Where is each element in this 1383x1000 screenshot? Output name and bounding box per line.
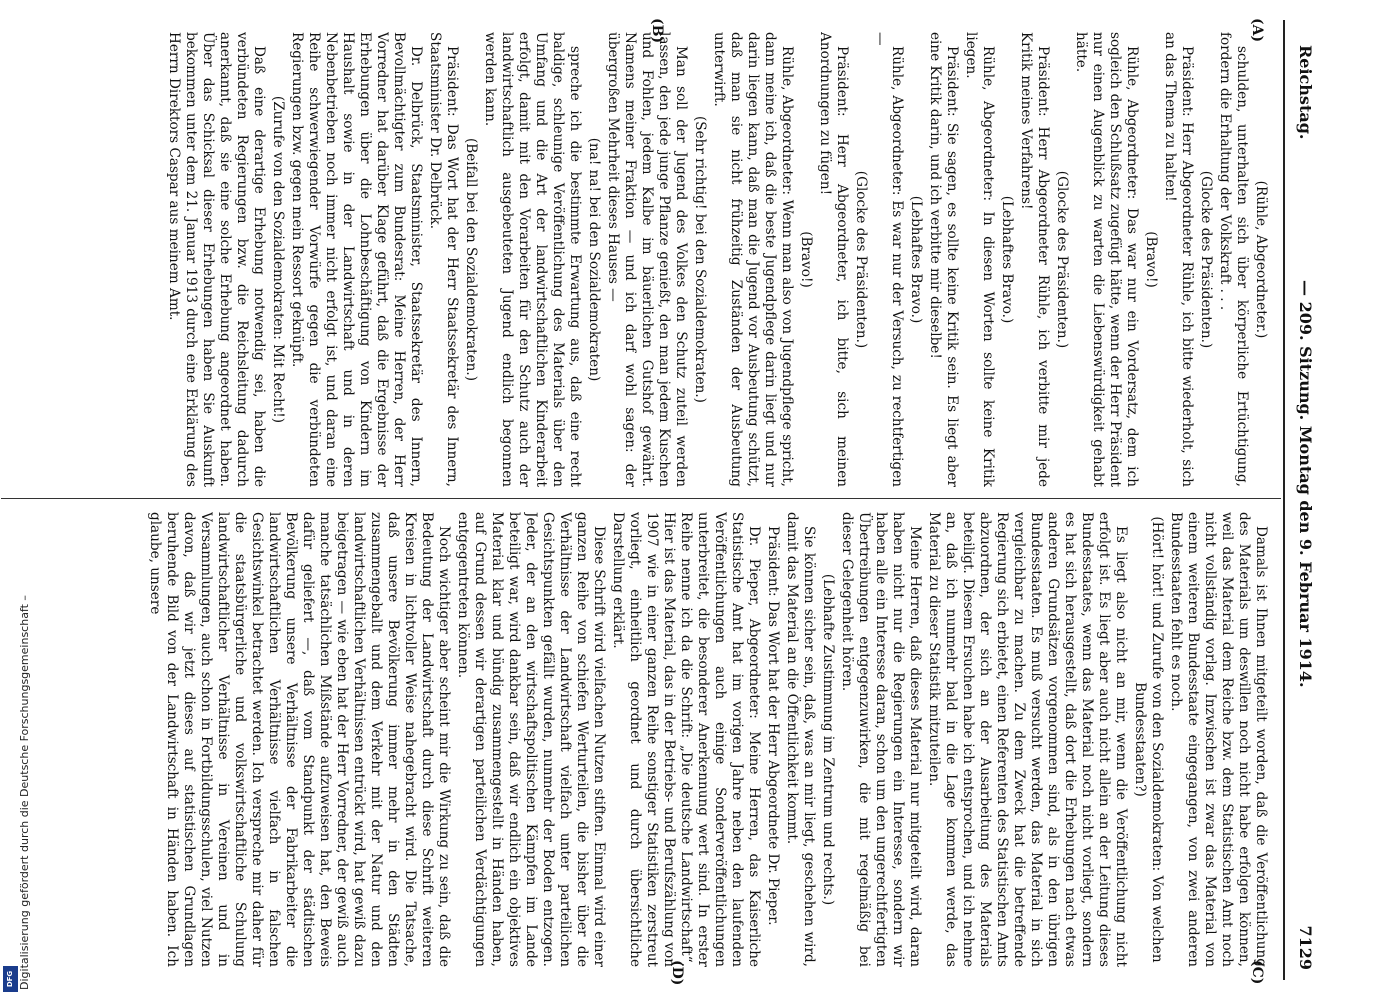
paragraph: Man soll der Jugend des Volkes den Schutz zuteil werden lassen, den jede junge Pflanze genießt, den man jedem Kuschen und Fohlen, jedem Kalbe im bäuerlichen Gutshof gewährt. Namens meiner Fraktion — und ich darf wohl sagen: der übergroßen Mehrheit dieses Hauses — [605, 32, 689, 487]
paragraph: (Hört! hört! und Zurufe von den Sozialdemokraten: Von welchen Bundesstaaten?) [1132, 516, 1165, 963]
paragraph: (Zurufe von den Sozialdemokraten: Mit Recht!) [270, 95, 286, 424]
dfg-logo[interactable] [3, 966, 18, 992]
paragraph: Meine Herren, daß dieses Material nur mitgeteilt wird, daran haben nicht nur die Regierungen ein Interesse, sondern wir haben alle ein Interesse daran, schon um den ungerechtfertigten Übertreibungen entgegenzuwirken, die mit regelmäßig bei dieser Gelegenheit hören. [839, 512, 923, 967]
paragraph: Es liegt also nicht an mir, wenn die Veröffentlichung nicht erfolgt ist. Es liegt aber auch nicht allein an der Leitung dieses Bundesstaates, wenn das Material noch nicht vorliegt, sondern es hat sich herausgestellt, daß dort die Erhebungen nach etwas anderen Grundsätzen vorgenommen sind, als in den übrigen Bundesstaaten. Es muß versucht werden, das Material in sich vergleichbar zu machen. Zu dem Zweck hat die betreffende Regierung sich erbietet, einen Referenten des Statistischen Amts abzuordnen, der sich an der Ausarbeitung des Materials beteiligt. Diesem Ersuchen habe ich entsprochen, und ich nehme an, daß ich nunmehr bald in die Lage kommen werde, das Material zu dieser Statistik mitzuteilen. [926, 512, 1129, 967]
right-column [9, 512, 1269, 967]
paragraph: Diese Schrift wird vielfachen Nutzen stiften. Einmal wird einer ganzen Reihe von schiefen Werturteilen, die bisher über die Verhältnisse der Landwirtschaft vielfach unter parteilichen Gesichtspunkten gefällt wurden, nunmehr der Boden entzogen. Jeder, der an den wirtschaftspolitischen Kämpfen im Lande beteiligt war, wird dankbar sein, daß wir endlich ein objektives Material klar und bündig zusammengestellt in Händen haben, auf Grund dessen wir derartigen parteilichen Verdächtigungen entgegentreten können. [455, 512, 607, 967]
paragraph: (Lebhaftes Bravo.) [999, 195, 1015, 324]
paragraph: (Sehr richtig! bei den Sozialdemokraten.) [692, 116, 708, 403]
page-header [1281, 20, 1325, 980]
paragraph: Damals ist Ihnen mitgeteilt worden, daß die Veröffentlichung des Materials um deswillen noch nicht habe erfolgen können, weil das Material dem Reiche bzw. dem Statistischen Amt noch nicht vollständig vorlag. Inzwischen ist zwar das Material von einem weiteren Bundesstaate eingegangen, von zwei anderen Bundesstaaten fehlt es noch. [1168, 512, 1269, 967]
margin-mark-d: (D) [669, 960, 685, 986]
sidebar [0, 0, 31, 1000]
paragraph: Sie können sicher sein, daß, was an mir liegt, geschehen wird, damit das Material an die Öffentlichkeit kommt. [784, 512, 817, 967]
paragraph: Rühle, Abgeordneter: Das war nur ein Vordersatz, dem ich sogleich den Schlußsatz zugefügt hätte, wenn der Herr Präsident nur einen Augenblick zu warten die Liebenswürdigkeit gehabt hätte. [1073, 32, 1140, 487]
paragraph: Präsident: Das Wort hat der Herr Staatssekretär des Innern, Staatsminister Dr. Delbrück. [427, 32, 460, 487]
page-number: 7129 [1296, 925, 1315, 970]
sidebar-funding-text: Digitalisierung gefördert durch die Deutsche Forschungsgemeinschaft – [18, 595, 31, 990]
paragraph: Rühle, Abgeordneter: Wenn man also von Jugendpflege spricht, dann meine ich, daß die beste Jugendpflege darin liegt und nur darin liegen kann, daß man die Jugend vor Ausbeutung schützt, daß man sie nicht frühzeitig Zuständen der Ausbeutung unterwirft. [711, 32, 795, 487]
paragraph: (Glocke des Präsidenten.) [1054, 170, 1070, 349]
dfg-logo-label: DFG [6, 970, 15, 988]
paragraph: (Glocke des Präsidenten.) [1198, 170, 1214, 349]
paragraph: (na! na! bei den Sozialdemokraten) [586, 137, 602, 382]
paragraph: Präsident: Herr Abgeordneter Rühle, ich bitte wiederholt, sich an das Thema zu halten! [1162, 32, 1195, 487]
paragraph: (Bravo!) [1143, 231, 1159, 288]
paragraph: Präsident: Herr Abgeordneter Rühle, ich verbitte mir jede Kritik meines Verfahrens! [1018, 32, 1051, 487]
paragraph: spreche ich die bestimmte Erwartung aus, daß eine recht baldige, schleunige Veröffentlichung des Materials über den Umfang und die Art der landwirtschaftlichen Kinderarbeit erfolgt, damit mit den Vorarbeiten für den Schutz auch der landwirtschaftlich ausgebeuteten Jugend endlich begonnen werden kann. [482, 32, 583, 487]
header-session: — 209. Sitzung. Montag den 9. Februar 1914. [1296, 280, 1315, 688]
header-left: Reichstag. [1296, 45, 1315, 140]
paragraph: Rühle, Abgeordneter: In diesen Worten sollte keine Kritik liegen. [963, 32, 996, 487]
header-rule [1283, 20, 1285, 980]
paragraph: (Bravo!) [798, 231, 814, 288]
paragraph: Daß eine derartige Erhebung notwendig sei, haben die verbündeten Regierungen bzw. die Reichsleitung dadurch anerkannt, daß sie eine solche Erhebung angeordnet haben. Über das Schicksal dieser Erhebungen haben Sie Auskunft bekommen unter dem 21. Januar 1913 durch eine Erklärung des Herrn Direktors Caspar aus meinem Amt. [166, 32, 267, 487]
paragraph: Rühle, Abgeordneter: Es war nur der Versuch, zu rechtfertigen — [872, 32, 905, 487]
paragraph: (Rühle, Abgeordneter.) [1253, 180, 1269, 339]
paragraph: schulden, unterhalten sich über körperliche Ertüchtigung, fordern die Erhaltung der Volkskraft . . . [1217, 32, 1250, 487]
left-column [9, 32, 1269, 487]
paragraph: Noch wichtiger aber scheint mir die Wirkung zu sein, daß die Bedeutung der Landwirtschaft durch diese Schrift weiteren Kreisen in lichtvoller Weise nahegebracht wird. Die Tatsache, daß unsere Bevölkerung immer mehr in den Städten zusammengeballt und dem Verkehr mit der Natur und den landwirtschaftlichen Verhältnissen entrückt wird, hat gewiß dazu beigetragen — wie eben hat der Herr Vorredner, der gewiß auch manche tatsächlichen Mißstände aufzuweisen hat, den Beweis dafür geliefert —, daß vom Standpunkt der städtischen Bevölkerung unsere Verhältnisse der Fabrikarbeiter die landwirtschaftlichen Verhältnisse vielfach in falschen Gesichtswinkel betrachtet werden. Ich verspreche mir daher für die staatsbürgerliche und volkswirtschaftliche Schulung landwirtschaftlicher Verhältnisse in Vereinen und in Versammlungen, auch schon in Fortbildungsschulen, viel Nutzen davon, daß wir jetzt dieses auf statistischen Grundlagen beruhende Bild von der Landwirtschaft in Händen haben. Ich glaube, unsere [147, 512, 452, 967]
paragraph: Dr. Delbrück, Staatsminister, Staatssekretär des Innern, Bevollmächtigter zum Bundesrat: Meine Herren, der Herr Vorredner hat darüber Klage geführt, daß die Ergebnisse der Erhebungen über die Lohnbeschäftigung von Kindern im Haushalt sowie in der Landwirtschaft und in deren Nebenbetrieben noch immer nicht erfolgt ist, und daran eine Reihe schwerwiegender Vorwürfe gegen die verbündeten Regierungen bzw. gegen mein Ressort geknüpft. [289, 32, 424, 487]
margin-mark-a: (A) [1249, 18, 1265, 43]
margin-mark-c: (C) [1249, 960, 1265, 985]
paragraph: Präsident: Sie sagen, es sollte keine Kritik sein. Es liegt aber eine Kritik darin, und ich verbitte mir dieselbe! [927, 32, 960, 487]
rotated-page [0, 18, 1325, 986]
paragraph: Präsident: Herr Abgeordneter, ich bitte, sich meinen Anordnungen zu fügen! [817, 32, 850, 487]
paragraph: (Glocke des Präsidenten.) [853, 170, 869, 349]
paragraph: Präsident: Das Wort hat der Herr Abgeordnete Dr. Pieper. [765, 526, 781, 926]
paragraph: Dr. Pieper, Abgeordneter: Meine Herren, das Kaiserliche Statistische Amt hat im vorigen Jahre neben den laufenden Veröffentlichungen auch einige Sonderveröffentlichungen unterbreitet, die besonderer Anerkennung wert sind. In erster Reihe nenne ich da die Schrift: „Die deutsche Landwirtschaft“. Hier ist das Material, das in der Betriebs- und Berufszählung von 1907 wie in einer ganzen Reihe sonstiger Statistiken zerstreut vorliegt, einheitlich geordnet und durch übersichtliche Darstellung erklärt. [610, 512, 762, 967]
paragraph: (Beifall bei den Sozialdemokraten.) [463, 137, 479, 382]
paragraph: (Lebhafte Zustimmung im Zentrum und rechts.) [820, 573, 836, 906]
margin-mark-b: (B) [649, 18, 665, 44]
paragraph: (Lebhaftes Bravo.) [908, 195, 924, 324]
column-divider [1, 498, 1281, 499]
